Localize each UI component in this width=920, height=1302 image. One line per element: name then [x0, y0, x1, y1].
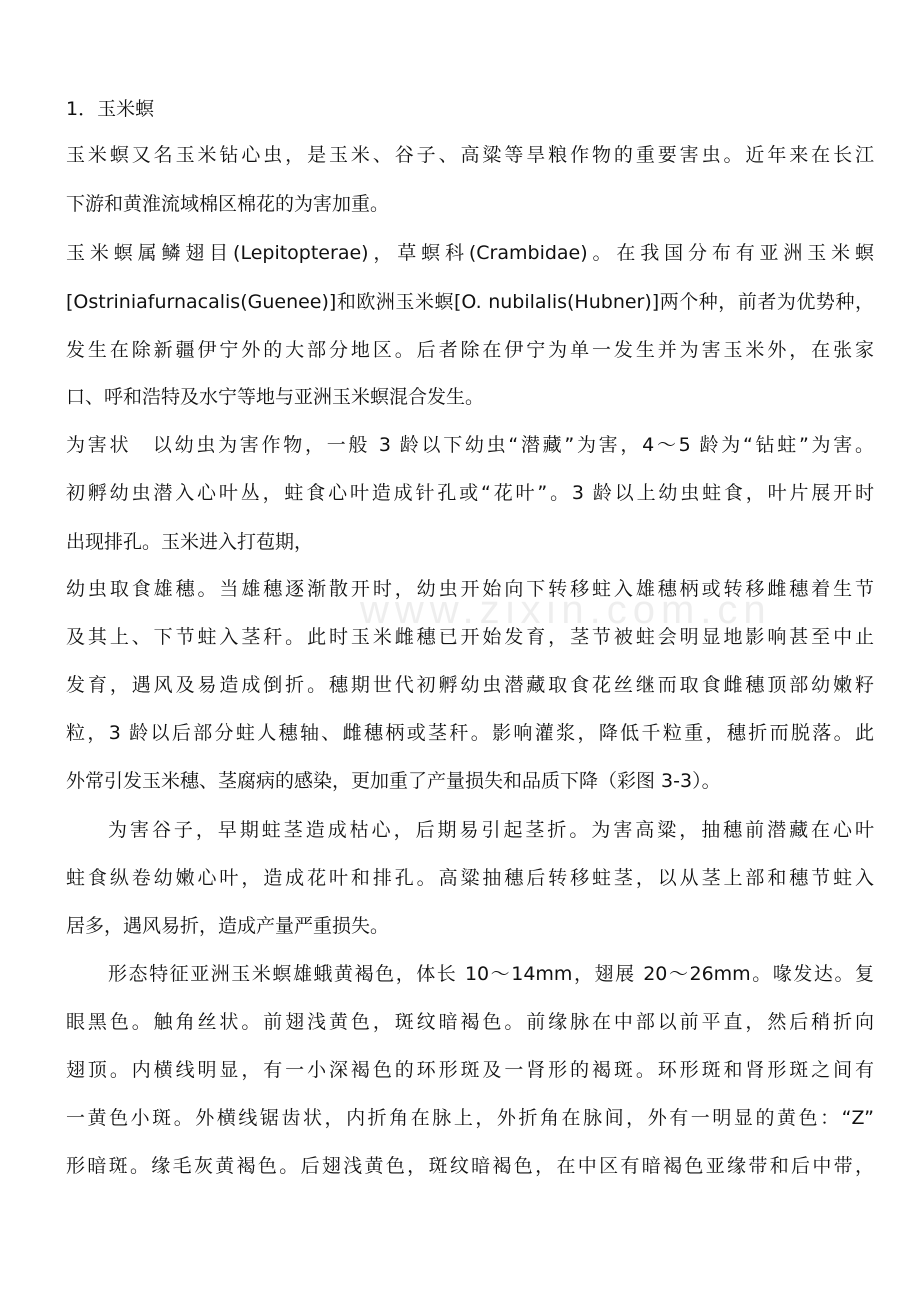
- text-line: 幼虫取食雄穗。当雄穗逐渐散开时，幼虫开始向下转移蛀入雄穗柄或转移雌穗着生节: [66, 578, 874, 600]
- text-line: 翅顶。内横线明显，有一小深褐色的环形斑及一肾形的褐斑。环形斑和肾形斑之间有: [66, 1059, 874, 1081]
- text-line: 外常引发玉米穗、茎腐病的感染，更加重了产量损失和品质下降（彩图 3-3）。: [66, 770, 721, 792]
- watermark: www.zixin.com.cn: [360, 588, 772, 632]
- text-line: 及其上、下节蛀入茎秆。此时玉米雌穗已开始发育，茎节被蛀会明显地影响甚至中止: [66, 626, 874, 648]
- text-line: 玉米螟又名玉米钻心虫，是玉米、谷子、高粱等旱粮作物的重要害虫。近年来在长江: [66, 144, 874, 166]
- text-line: 发生在除新疆伊宁外的大部分地区。后者除在伊宁为单一发生并为害玉米外，在张家: [66, 339, 874, 361]
- text-line: 下游和黄淮流域棉区棉花的为害加重。: [66, 193, 390, 215]
- text-line: 口、呼和浩特及水宁等地与亚洲玉米螟混合发生。: [66, 386, 485, 408]
- text-line: 形暗斑。缘毛灰黄褐色。后翅浅黄色，斑纹暗褐色，在中区有暗褐色亚缘带和后中带，: [66, 1155, 874, 1177]
- section-heading: 1．玉米螟: [66, 98, 155, 120]
- text-line: 初孵幼虫潜入心叶丛，蛀食心叶造成针孔或“花叶”。3 龄以上幼虫蛀食，叶片展开时: [66, 482, 874, 504]
- text-line: 一黄色小斑。外横线锯齿状，内折角在脉上，外折角在脉间，外有一明显的黄色：“Z”: [66, 1107, 874, 1129]
- text-line: 玉米螟属鳞翅目(Lepitopterae)，草螟科(Crambidae)。在我国分布有亚洲玉米螟: [66, 242, 874, 264]
- text-line: 发育，遇风及易造成倒折。穗期世代初孵幼虫潜藏取食花丝继而取食雌穗顶部幼嫩籽: [66, 674, 874, 696]
- text-line: 眼黑色。触角丝状。前翅浅黄色，斑纹暗褐色。前缘脉在中部以前平直，然后稍折向: [66, 1011, 874, 1033]
- text-line: 为害谷子，早期蛀茎造成枯心，后期易引起茎折。为害高粱，抽穗前潜藏在心叶: [108, 819, 874, 841]
- text-line: 蛀食纵卷幼嫩心叶，造成花叶和排孔。高粱抽穗后转移蛀茎，以从茎上部和穗节蛀入: [66, 867, 874, 889]
- text-line: 居多，遇风易折，造成产量严重损失。: [66, 915, 390, 937]
- text-line: 为害状 以幼虫为害作物，一般 3 龄以下幼虫“潜藏”为害，4～5 龄为“钻蛀”为害。: [66, 434, 874, 456]
- text-line: [Ostriniafurnacalis(Guenee)]和欧洲玉米螟[O. nubilalis(Hubner)]两个种，前者为优势种，: [66, 291, 874, 313]
- text-line: 出现排孔。玉米进入打苞期，: [66, 531, 314, 553]
- text-line: 粒，3 龄以后部分蛀人穗轴、雌穗柄或茎秆。影响灌浆，降低千粒重，穗折而脱落。此: [66, 722, 874, 744]
- text-line: 形态特征亚洲玉米螟雄蛾黄褐色，体长 10～14mm，翅展 20～26mm。喙发达。复: [108, 963, 874, 985]
